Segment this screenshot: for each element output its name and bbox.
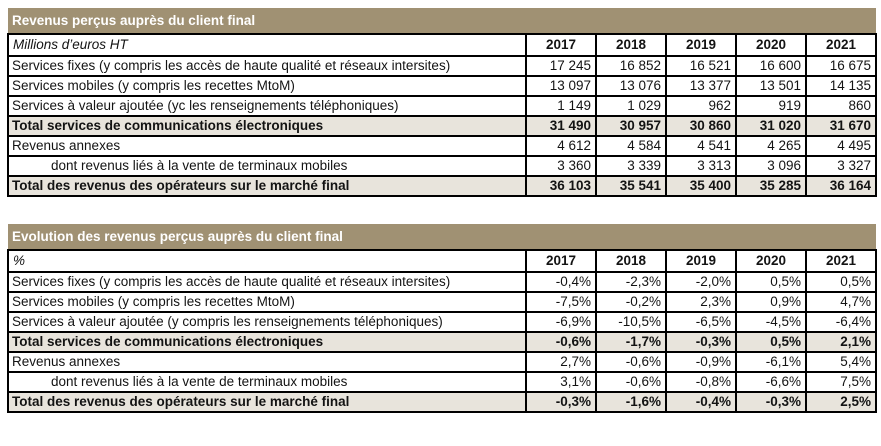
year-header-2017: 2017 [526, 250, 596, 272]
table-title-bar [8, 8, 876, 34]
row-label: dont revenus liés à la vente de terminaux mobiles [8, 372, 526, 392]
value-cell: 31 490 [526, 116, 596, 136]
evolution-table [7, 224, 877, 413]
value-cell: 5,4% [806, 352, 876, 372]
value-cell: -0,6% [526, 332, 596, 352]
value-cell: 4 495 [806, 136, 876, 156]
row-label: Revenus annexes [8, 352, 526, 372]
table-row [8, 176, 876, 196]
value-cell: 2,7% [526, 352, 596, 372]
report-page [7, 8, 875, 413]
value-cell: -1,6% [596, 392, 666, 412]
value-cell: 31 020 [736, 116, 806, 136]
table-title-bar [8, 224, 876, 250]
value-cell: -0,2% [596, 292, 666, 312]
value-cell: 1 149 [526, 96, 596, 116]
table-row [8, 272, 876, 292]
value-cell: -2,0% [666, 272, 736, 292]
value-cell: 4,7% [806, 292, 876, 312]
value-cell: 30 957 [596, 116, 666, 136]
value-cell: 16 852 [596, 56, 666, 76]
year-header-2018: 2018 [596, 250, 666, 272]
value-cell: -6,5% [666, 312, 736, 332]
value-cell: 919 [736, 96, 806, 116]
revenue-table [7, 8, 877, 197]
value-cell: 31 670 [806, 116, 876, 136]
value-cell: 3,1% [526, 372, 596, 392]
value-cell: 1 029 [596, 96, 666, 116]
table-title: Evolution des revenus perçus auprès du client final [8, 224, 876, 250]
value-cell: 16 675 [806, 56, 876, 76]
value-cell: -2,3% [596, 272, 666, 292]
value-cell: 962 [666, 96, 736, 116]
value-cell: 3 313 [666, 156, 736, 176]
value-cell: 14 135 [806, 76, 876, 96]
unit-label: % [8, 250, 526, 272]
row-label: Total des revenus des opérateurs sur le marché final [8, 392, 526, 412]
value-cell: 17 245 [526, 56, 596, 76]
year-header-2018: 2018 [596, 34, 666, 56]
row-label: Services mobiles (y compris les recettes MtoM) [8, 76, 526, 96]
value-cell: 3 360 [526, 156, 596, 176]
row-label: Services fixes (y compris les accès de haute qualité et réseaux intersites) [8, 272, 526, 292]
value-cell: 36 164 [806, 176, 876, 196]
table-row [8, 136, 876, 156]
value-cell: -6,1% [736, 352, 806, 372]
value-cell: 4 584 [596, 136, 666, 156]
table-title: Revenus perçus auprès du client final [8, 8, 876, 34]
value-cell: 13 076 [596, 76, 666, 96]
table-row [8, 372, 876, 392]
value-cell: 0,5% [806, 272, 876, 292]
table-row [8, 312, 876, 332]
unit-label: Millions d’euros HT [8, 34, 526, 56]
value-cell: 13 377 [666, 76, 736, 96]
value-cell: -0,3% [666, 332, 736, 352]
value-cell: 16 521 [666, 56, 736, 76]
table-row [8, 392, 876, 412]
value-cell: -6,9% [526, 312, 596, 332]
row-label: Total des revenus des opérateurs sur le marché final [8, 176, 526, 196]
table-row [8, 76, 876, 96]
value-cell: 13 501 [736, 76, 806, 96]
year-header-2020: 2020 [736, 34, 806, 56]
value-cell: 2,1% [806, 332, 876, 352]
value-cell: 4 541 [666, 136, 736, 156]
value-cell: 7,5% [806, 372, 876, 392]
row-label: Total services de communications électroniques [8, 332, 526, 352]
column-header-row [8, 34, 876, 56]
value-cell: 2,3% [666, 292, 736, 312]
row-label: Services mobiles (y compris les recettes MtoM) [8, 292, 526, 312]
value-cell: 4 612 [526, 136, 596, 156]
year-header-2019: 2019 [666, 250, 736, 272]
row-label: Total services de communications électroniques [8, 116, 526, 136]
value-cell: -0,9% [666, 352, 736, 372]
table-row [8, 96, 876, 116]
value-cell: -0,6% [596, 372, 666, 392]
value-cell: 35 285 [736, 176, 806, 196]
value-cell: 3 339 [596, 156, 666, 176]
value-cell: -0,3% [526, 392, 596, 412]
value-cell: -0,3% [736, 392, 806, 412]
row-label: dont revenus liés à la vente de terminaux mobiles [8, 156, 526, 176]
row-label: Services à valeur ajoutée (y compris les renseignements téléphoniques) [8, 312, 526, 332]
value-cell: 0,5% [736, 272, 806, 292]
row-label: Services à valeur ajoutée (yc les renseignements téléphoniques) [8, 96, 526, 116]
year-header-2021: 2021 [806, 250, 876, 272]
table-row [8, 292, 876, 312]
value-cell: 0,9% [736, 292, 806, 312]
year-header-2020: 2020 [736, 250, 806, 272]
value-cell: 3 327 [806, 156, 876, 176]
value-cell: 3 096 [736, 156, 806, 176]
value-cell: 0,5% [736, 332, 806, 352]
value-cell: 13 097 [526, 76, 596, 96]
table-row [8, 56, 876, 76]
table-spacer [7, 197, 875, 224]
row-label: Services fixes (y compris les accès de haute qualité et réseaux intersites) [8, 56, 526, 76]
value-cell: 4 265 [736, 136, 806, 156]
value-cell: -6,6% [736, 372, 806, 392]
value-cell: -0,4% [666, 392, 736, 412]
value-cell: 2,5% [806, 392, 876, 412]
value-cell: -0,6% [596, 352, 666, 372]
table-row [8, 116, 876, 136]
table-row [8, 332, 876, 352]
row-label: Revenus annexes [8, 136, 526, 156]
value-cell: 860 [806, 96, 876, 116]
year-header-2017: 2017 [526, 34, 596, 56]
value-cell: -0,4% [526, 272, 596, 292]
value-cell: -0,8% [666, 372, 736, 392]
value-cell: -1,7% [596, 332, 666, 352]
value-cell: 35 400 [666, 176, 736, 196]
table-row [8, 352, 876, 372]
value-cell: -10,5% [596, 312, 666, 332]
value-cell: 36 103 [526, 176, 596, 196]
column-header-row [8, 250, 876, 272]
value-cell: 35 541 [596, 176, 666, 196]
value-cell: -4,5% [736, 312, 806, 332]
table-row [8, 156, 876, 176]
value-cell: -7,5% [526, 292, 596, 312]
value-cell: 16 600 [736, 56, 806, 76]
year-header-2019: 2019 [666, 34, 736, 56]
value-cell: -6,4% [806, 312, 876, 332]
year-header-2021: 2021 [806, 34, 876, 56]
value-cell: 30 860 [666, 116, 736, 136]
